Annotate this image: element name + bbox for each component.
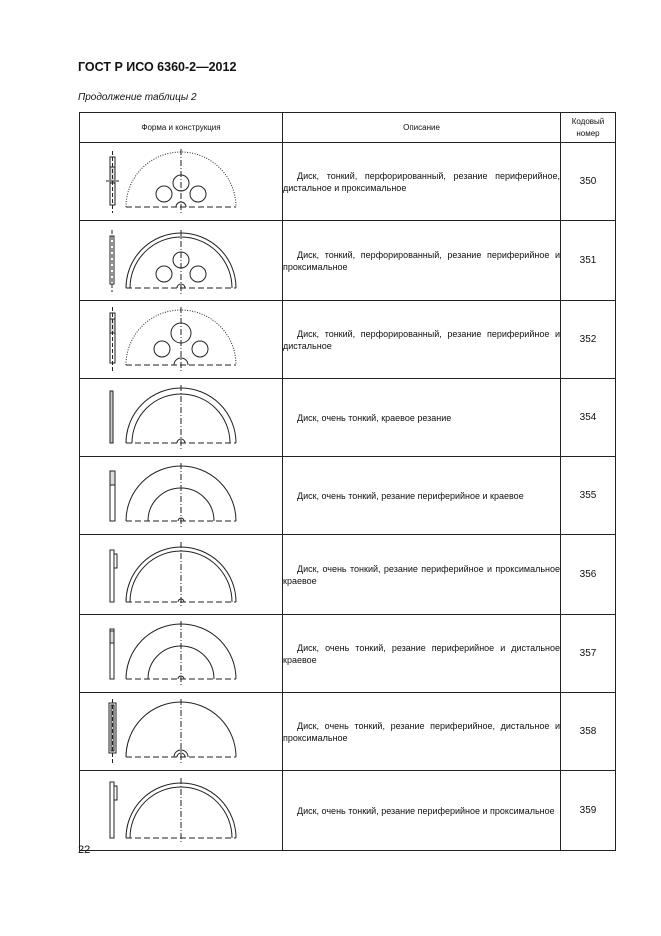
description-cell (283, 379, 561, 457)
disc-drawing-thin-proximal (86, 774, 276, 848)
table-row (80, 615, 616, 693)
disc-drawing-perforated-full (86, 145, 276, 219)
description-cell (283, 535, 561, 615)
code-cell: 355 (561, 457, 616, 535)
drawing-cell (80, 301, 283, 379)
disc-drawing-thin-distal-edge (86, 617, 276, 691)
disc-drawing-thin-full-cut (86, 695, 276, 769)
disc-drawing-perforated-distal (86, 303, 276, 377)
drawing-cell (80, 615, 283, 693)
description-text: Диск, очень тонкий, краевое резание (297, 412, 452, 423)
description-cell (283, 615, 561, 693)
table-row (80, 457, 616, 535)
description-cell (283, 143, 561, 221)
disc-drawing-thin-edge (86, 381, 276, 455)
document-header: ГОСТ Р ИСО 6360-2—2012 (78, 60, 237, 74)
table-row (80, 771, 616, 851)
description-text: Диск, очень тонкий, резание периферийное, дистальное и проксимальное (283, 720, 560, 743)
description-cell (283, 771, 561, 851)
code-cell: 357 (561, 615, 616, 693)
spec-table (79, 112, 616, 851)
drawing-cell (80, 771, 283, 851)
description-text: Диск, очень тонкий, резание периферийное и проксимальное краевое (283, 563, 560, 586)
description-text: Диск, очень тонкий, резание периферийное и краевое (297, 490, 524, 501)
col-header-code-line1: Кодовый (571, 116, 605, 126)
code-cell: 359 (561, 771, 616, 851)
code-cell: 352 (561, 301, 616, 379)
table-row (80, 535, 616, 615)
table-row (80, 143, 616, 221)
table-header-row (80, 113, 616, 143)
page-number: 22 (78, 844, 91, 856)
table-row (80, 301, 616, 379)
table-row (80, 693, 616, 771)
drawing-cell (80, 221, 283, 301)
code-cell: 350 (561, 143, 616, 221)
description-cell (283, 221, 561, 301)
col-header-code (561, 113, 616, 143)
description-text: Диск, тонкий, перфорированный, резание периферийное и проксимальное (283, 249, 560, 272)
description-cell (283, 301, 561, 379)
table-row (80, 221, 616, 301)
col-header-description: Описание (283, 113, 561, 143)
table-row (80, 379, 616, 457)
drawing-cell (80, 379, 283, 457)
code-cell: 351 (561, 221, 616, 301)
description-cell (283, 457, 561, 535)
col-header-form: Форма и конструкция (80, 113, 283, 143)
drawing-cell (80, 143, 283, 221)
table-caption: Продолжение таблицы 2 (78, 92, 197, 103)
description-cell (283, 693, 561, 771)
code-cell: 354 (561, 379, 616, 457)
drawing-cell (80, 535, 283, 615)
drawing-cell (80, 693, 283, 771)
disc-drawing-thin-proximal-edge (86, 538, 276, 612)
code-cell: 358 (561, 693, 616, 771)
col-header-code-line2: номер (576, 128, 600, 138)
description-text: Диск, тонкий, перфорированный, резание периферийное и дистальное (283, 328, 560, 351)
drawing-cell (80, 457, 283, 535)
code-cell: 356 (561, 535, 616, 615)
disc-drawing-thin-peripheral (86, 459, 276, 533)
description-text: Диск, тонкий, перфорированный, резание периферийное, дистальное и проксимальное (283, 170, 560, 193)
description-text: Диск, очень тонкий, резание периферийное и дистальное краевое (283, 642, 560, 665)
disc-drawing-perforated-rim (86, 224, 276, 298)
description-text: Диск, очень тонкий, резание периферийное и проксимальное (297, 805, 555, 816)
